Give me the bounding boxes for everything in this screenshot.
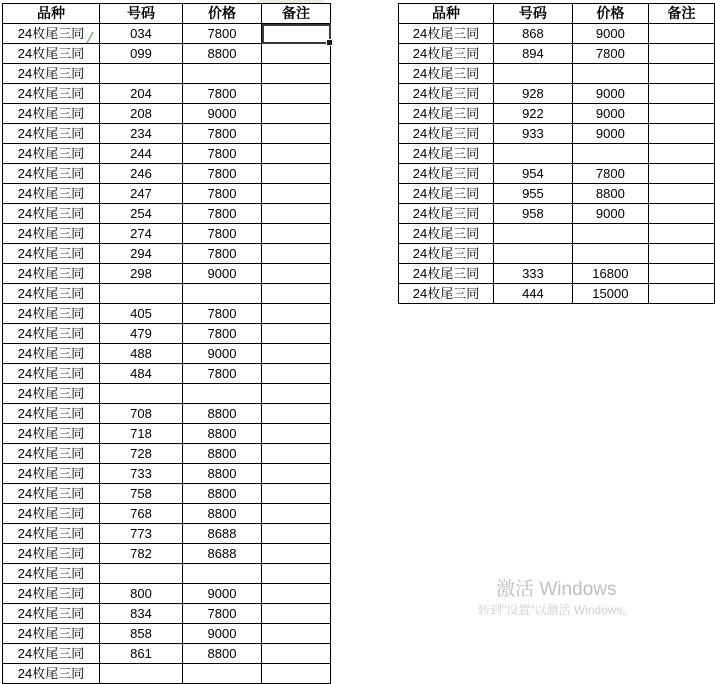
cell-price[interactable]: 8688 [183, 524, 262, 544]
cell-price[interactable] [183, 384, 262, 404]
cell-price[interactable]: 8800 [183, 444, 262, 464]
cell-number[interactable]: 894 [493, 44, 572, 64]
cell-price[interactable]: 7800 [183, 124, 262, 144]
table-row[interactable] [3, 244, 331, 264]
header-note: 备注 [648, 4, 714, 24]
cell-kind[interactable]: 24枚尾三同 [3, 144, 100, 164]
table-row[interactable] [3, 424, 331, 444]
cell-number[interactable]: 718 [100, 424, 183, 444]
header-kind: 品种 [399, 4, 494, 24]
table-row[interactable] [3, 164, 331, 184]
cell-note[interactable] [648, 224, 714, 244]
cell-number[interactable]: 208 [100, 104, 183, 124]
cell-note[interactable] [262, 564, 331, 584]
table-row[interactable] [3, 184, 331, 204]
cell-note[interactable] [262, 264, 331, 284]
cell-number[interactable]: 488 [100, 344, 183, 364]
cell-number[interactable]: 733 [100, 464, 183, 484]
cell-kind[interactable]: 24枚尾三同 [399, 264, 494, 284]
cell-price[interactable]: 7800 [183, 84, 262, 104]
cell-number[interactable]: 773 [100, 524, 183, 544]
cell-number[interactable]: 758 [100, 484, 183, 504]
cell-number[interactable]: 858 [100, 624, 183, 644]
cell-price[interactable]: 9000 [572, 84, 648, 104]
table-row[interactable] [3, 64, 331, 84]
cell-kind[interactable]: 24枚尾三同 [3, 84, 100, 104]
table-row[interactable] [3, 464, 331, 484]
selected-cell-note[interactable] [262, 24, 331, 44]
cell-number[interactable] [100, 284, 183, 304]
cell-kind[interactable]: 24枚尾三同 [399, 24, 494, 44]
table-row[interactable] [399, 264, 715, 284]
cell-kind[interactable]: 24枚尾三同 [3, 584, 100, 604]
cell-price[interactable]: 7800 [183, 164, 262, 184]
table-row[interactable] [3, 604, 331, 624]
cell-price[interactable]: 8800 [183, 504, 262, 524]
table-row[interactable] [3, 84, 331, 104]
cell-price[interactable]: 7800 [572, 164, 648, 184]
cell-number[interactable]: 298 [100, 264, 183, 284]
cell-number[interactable] [493, 224, 572, 244]
cell-number[interactable]: 444 [493, 284, 572, 304]
cell-kind[interactable]: 24枚尾三同 [399, 284, 494, 304]
table-row[interactable] [3, 24, 331, 44]
cell-number[interactable] [100, 64, 183, 84]
cell-price[interactable]: 16800 [572, 264, 648, 284]
cell-note[interactable] [262, 124, 331, 144]
table-row[interactable] [3, 44, 331, 64]
cell-price[interactable]: 8800 [183, 404, 262, 424]
cell-note[interactable] [262, 64, 331, 84]
cell-kind[interactable]: 24枚尾三同 [399, 64, 494, 84]
cell-note[interactable] [262, 644, 331, 664]
cell-price[interactable] [183, 284, 262, 304]
cell-number[interactable]: 954 [493, 164, 572, 184]
table-row[interactable] [3, 564, 331, 584]
table-row[interactable] [3, 324, 331, 344]
cell-note[interactable] [262, 364, 331, 384]
table-body-left [3, 24, 331, 684]
cell-number[interactable]: 254 [100, 204, 183, 224]
cell-kind[interactable]: 24枚尾三同 [399, 44, 494, 64]
cell-price[interactable]: 7800 [183, 184, 262, 204]
cell-number[interactable]: 782 [100, 544, 183, 564]
cell-kind[interactable]: 24枚尾三同 [3, 344, 100, 364]
header-note: 备注 [262, 4, 331, 24]
table-row[interactable] [399, 144, 715, 164]
cell-number[interactable] [493, 144, 572, 164]
table-row[interactable] [3, 264, 331, 284]
cell-number[interactable]: 861 [100, 644, 183, 664]
cell-kind[interactable]: 24枚尾三同 [3, 104, 100, 124]
cell-price[interactable] [572, 244, 648, 264]
table-row[interactable] [399, 44, 715, 64]
table-row[interactable] [3, 644, 331, 664]
table-row[interactable] [399, 224, 715, 244]
cell-number[interactable]: 708 [100, 404, 183, 424]
cell-number[interactable]: 333 [493, 264, 572, 284]
cell-number[interactable]: 958 [493, 204, 572, 224]
cell-number[interactable]: 246 [100, 164, 183, 184]
table-row[interactable] [399, 164, 715, 184]
cell-price[interactable]: 9000 [183, 344, 262, 364]
cell-kind[interactable]: 24枚尾三同 [3, 564, 100, 584]
cell-note[interactable] [262, 244, 331, 264]
table-row[interactable] [3, 364, 331, 384]
price-table-left[interactable] [2, 3, 331, 684]
cell-price[interactable]: 9000 [183, 624, 262, 644]
cell-kind[interactable]: 24枚尾三同 [3, 424, 100, 444]
cell-kind[interactable]: 24枚尾三同 [399, 84, 494, 104]
cell-price[interactable]: 9000 [572, 124, 648, 144]
table-row[interactable] [399, 204, 715, 224]
cell-number[interactable]: 484 [100, 364, 183, 384]
cell-kind[interactable]: 24枚尾三同 [3, 544, 100, 564]
table-row[interactable] [3, 404, 331, 424]
cell-note[interactable] [648, 184, 714, 204]
table-row[interactable] [3, 484, 331, 504]
table-row[interactable] [3, 344, 331, 364]
cell-kind[interactable]: 24枚尾三同 [3, 44, 100, 64]
cell-kind[interactable]: 24枚尾三同 [3, 664, 100, 684]
cell-note[interactable] [648, 24, 714, 44]
table-row[interactable] [399, 244, 715, 264]
table-row[interactable] [3, 584, 331, 604]
cell-note[interactable] [262, 484, 331, 504]
watermark-subtitle: 转到"设置"以激活 Windows。 [478, 603, 635, 617]
cell-kind[interactable]: 24枚尾三同 [3, 484, 100, 504]
cell-number[interactable]: 479 [100, 324, 183, 344]
table-row[interactable] [3, 524, 331, 544]
cell-kind[interactable]: 24枚尾三同 [399, 144, 494, 164]
cell-number[interactable]: 204 [100, 84, 183, 104]
cell-kind[interactable]: 24枚尾三同 [3, 184, 100, 204]
table-row[interactable] [399, 184, 715, 204]
cell-kind[interactable]: 24枚尾三同 [3, 284, 100, 304]
cell-number[interactable]: 234 [100, 124, 183, 144]
cell-note[interactable] [262, 444, 331, 464]
table-row[interactable] [3, 504, 331, 524]
cell-number[interactable]: 034 [100, 24, 183, 44]
cell-price[interactable]: 7800 [183, 604, 262, 624]
cell-price[interactable] [572, 144, 648, 164]
cell-note[interactable] [648, 124, 714, 144]
cell-price[interactable]: 7800 [183, 244, 262, 264]
cell-note[interactable] [262, 464, 331, 484]
cell-number[interactable]: 247 [100, 184, 183, 204]
header-row [3, 4, 331, 24]
cell-kind[interactable]: 24枚尾三同 [3, 224, 100, 244]
cell-price[interactable]: 8800 [183, 644, 262, 664]
cell-note[interactable] [262, 84, 331, 104]
cell-note[interactable] [648, 264, 714, 284]
header-price: 价格 [572, 4, 648, 24]
cell-price[interactable]: 8800 [572, 184, 648, 204]
cell-price[interactable]: 7800 [183, 304, 262, 324]
table-row[interactable] [399, 84, 715, 104]
cell-kind[interactable]: 24枚尾三同 [399, 104, 494, 124]
cell-note[interactable] [262, 284, 331, 304]
cell-number[interactable]: 099 [100, 44, 183, 64]
cell-price[interactable]: 7800 [183, 204, 262, 224]
table-row[interactable] [3, 144, 331, 164]
cell-kind[interactable]: 24枚尾三同 [399, 244, 494, 264]
cell-price[interactable]: 9000 [572, 104, 648, 124]
cell-price[interactable]: 9000 [183, 104, 262, 124]
table-row[interactable] [3, 544, 331, 564]
cell-note[interactable] [262, 424, 331, 444]
cell-note[interactable] [262, 204, 331, 224]
cell-price[interactable]: 8800 [183, 424, 262, 444]
cell-note[interactable] [262, 184, 331, 204]
table-row[interactable] [3, 124, 331, 144]
cell-number[interactable]: 955 [493, 184, 572, 204]
cell-number[interactable]: 928 [493, 84, 572, 104]
cell-kind[interactable]: 24枚尾三同 [3, 304, 100, 324]
cell-note[interactable] [262, 104, 331, 124]
cell-kind[interactable]: 24枚尾三同 [399, 184, 494, 204]
cell-kind[interactable]: 24枚尾三同 [399, 164, 494, 184]
table-row[interactable] [399, 124, 715, 144]
header-number: 号码 [100, 4, 183, 24]
table-row[interactable] [399, 24, 715, 44]
cell-price[interactable]: 7800 [183, 144, 262, 164]
header-kind: 品种 [3, 4, 100, 24]
cell-kind[interactable]: 24枚尾三同 [3, 324, 100, 344]
cell-note[interactable] [262, 604, 331, 624]
cell-number[interactable]: 868 [493, 24, 572, 44]
table-row[interactable] [3, 224, 331, 244]
cell-kind[interactable]: 24枚尾三同 [399, 204, 494, 224]
cell-number[interactable] [493, 244, 572, 264]
cell-note[interactable] [648, 144, 714, 164]
cell-note[interactable] [262, 664, 331, 684]
cell-price[interactable]: 15000 [572, 284, 648, 304]
cell-price[interactable] [183, 564, 262, 584]
cell-note[interactable] [262, 44, 331, 64]
cell-note[interactable] [648, 244, 714, 264]
table-row[interactable] [3, 384, 331, 404]
price-table-right[interactable] [398, 3, 715, 304]
cell-note[interactable] [262, 404, 331, 424]
cell-kind[interactable]: 24枚尾三同 [3, 464, 100, 484]
cell-kind[interactable]: 24枚尾三同 [3, 444, 100, 464]
table-row[interactable] [399, 104, 715, 124]
cell-price[interactable]: 7800 [572, 44, 648, 64]
cell-note[interactable] [648, 84, 714, 104]
table-row[interactable] [3, 624, 331, 644]
cell-price[interactable]: 7800 [183, 24, 262, 44]
cell-note[interactable] [262, 524, 331, 544]
cell-note[interactable] [262, 324, 331, 344]
cell-number[interactable] [100, 564, 183, 584]
table-row[interactable] [3, 204, 331, 224]
cell-kind[interactable]: 24枚尾三同 [3, 244, 100, 264]
cell-note[interactable] [262, 344, 331, 364]
cell-number[interactable]: 800 [100, 584, 183, 604]
table-header-left [3, 4, 331, 24]
table-row[interactable] [3, 104, 331, 124]
cell-kind[interactable]: 24枚尾三同 [3, 264, 100, 284]
cell-kind[interactable]: 24枚尾三同 [3, 364, 100, 384]
cell-price[interactable]: 7800 [183, 224, 262, 244]
cell-note[interactable] [262, 504, 331, 524]
cell-kind[interactable]: 24枚尾三同 [3, 624, 100, 644]
cell-note[interactable] [262, 544, 331, 564]
cell-number[interactable]: 274 [100, 224, 183, 244]
cell-number[interactable] [493, 64, 572, 84]
table-row[interactable] [3, 304, 331, 324]
windows-activation-watermark [478, 578, 635, 618]
table-row[interactable] [3, 284, 331, 304]
cell-price[interactable]: 9000 [572, 204, 648, 224]
cell-kind[interactable]: 24枚尾三同 [3, 24, 100, 44]
cell-price[interactable] [572, 224, 648, 244]
table-row[interactable] [3, 664, 331, 684]
cell-note[interactable] [262, 164, 331, 184]
cell-kind[interactable]: 24枚尾三同 [3, 204, 100, 224]
cell-kind[interactable]: 24枚尾三同 [3, 64, 100, 84]
cell-number[interactable]: 933 [493, 124, 572, 144]
cell-note[interactable] [648, 204, 714, 224]
header-price: 价格 [183, 4, 262, 24]
cell-price[interactable]: 9000 [183, 264, 262, 284]
cell-note[interactable] [262, 584, 331, 604]
cell-price[interactable]: 7800 [183, 324, 262, 344]
cell-price[interactable] [183, 664, 262, 684]
header-number: 号码 [493, 4, 572, 24]
cell-note[interactable] [262, 304, 331, 324]
cell-kind[interactable]: 24枚尾三同 [3, 504, 100, 524]
cell-note[interactable] [648, 104, 714, 124]
cell-price[interactable]: 8688 [183, 544, 262, 564]
cell-number[interactable] [100, 384, 183, 404]
cell-kind[interactable]: 24枚尾三同 [3, 644, 100, 664]
cell-note[interactable] [648, 164, 714, 184]
cell-number[interactable] [100, 664, 183, 684]
cell-number[interactable]: 244 [100, 144, 183, 164]
cell-kind[interactable]: 24枚尾三同 [3, 124, 100, 144]
cell-price[interactable]: 8800 [183, 464, 262, 484]
table-row[interactable] [3, 444, 331, 464]
cell-kind[interactable]: 24枚尾三同 [399, 224, 494, 244]
cell-kind[interactable]: 24枚尾三同 [3, 404, 100, 424]
cell-kind[interactable]: 24枚尾三同 [3, 604, 100, 624]
cell-number[interactable]: 834 [100, 604, 183, 624]
cell-price[interactable] [183, 64, 262, 84]
cell-number[interactable]: 922 [493, 104, 572, 124]
cell-price[interactable]: 8800 [183, 44, 262, 64]
table-body-right [399, 24, 715, 304]
cell-note[interactable] [648, 284, 714, 304]
table-header-right [399, 4, 715, 24]
cell-note[interactable] [262, 624, 331, 644]
cell-number[interactable]: 728 [100, 444, 183, 464]
cell-note[interactable] [648, 44, 714, 64]
cell-note[interactable] [262, 144, 331, 164]
cell-kind[interactable]: 24枚尾三同 [3, 164, 100, 184]
header-row [399, 4, 715, 24]
cell-price[interactable]: 9000 [572, 24, 648, 44]
cell-price[interactable]: 7800 [183, 364, 262, 384]
watermark-title: 激活 Windows [496, 579, 617, 600]
cell-price[interactable]: 9000 [183, 584, 262, 604]
table-row[interactable] [399, 64, 715, 84]
cell-note[interactable] [262, 384, 331, 404]
cell-number[interactable]: 768 [100, 504, 183, 524]
cell-number[interactable]: 294 [100, 244, 183, 264]
cell-note[interactable] [648, 64, 714, 84]
cell-kind[interactable]: 24枚尾三同 [399, 124, 494, 144]
cell-kind[interactable]: 24枚尾三同 [3, 384, 100, 404]
cell-note[interactable] [262, 224, 331, 244]
table-row[interactable] [399, 284, 715, 304]
cell-number[interactable]: 405 [100, 304, 183, 324]
cell-kind[interactable]: 24枚尾三同 [3, 524, 100, 544]
cell-price[interactable] [572, 64, 648, 84]
cell-price[interactable]: 8800 [183, 484, 262, 504]
